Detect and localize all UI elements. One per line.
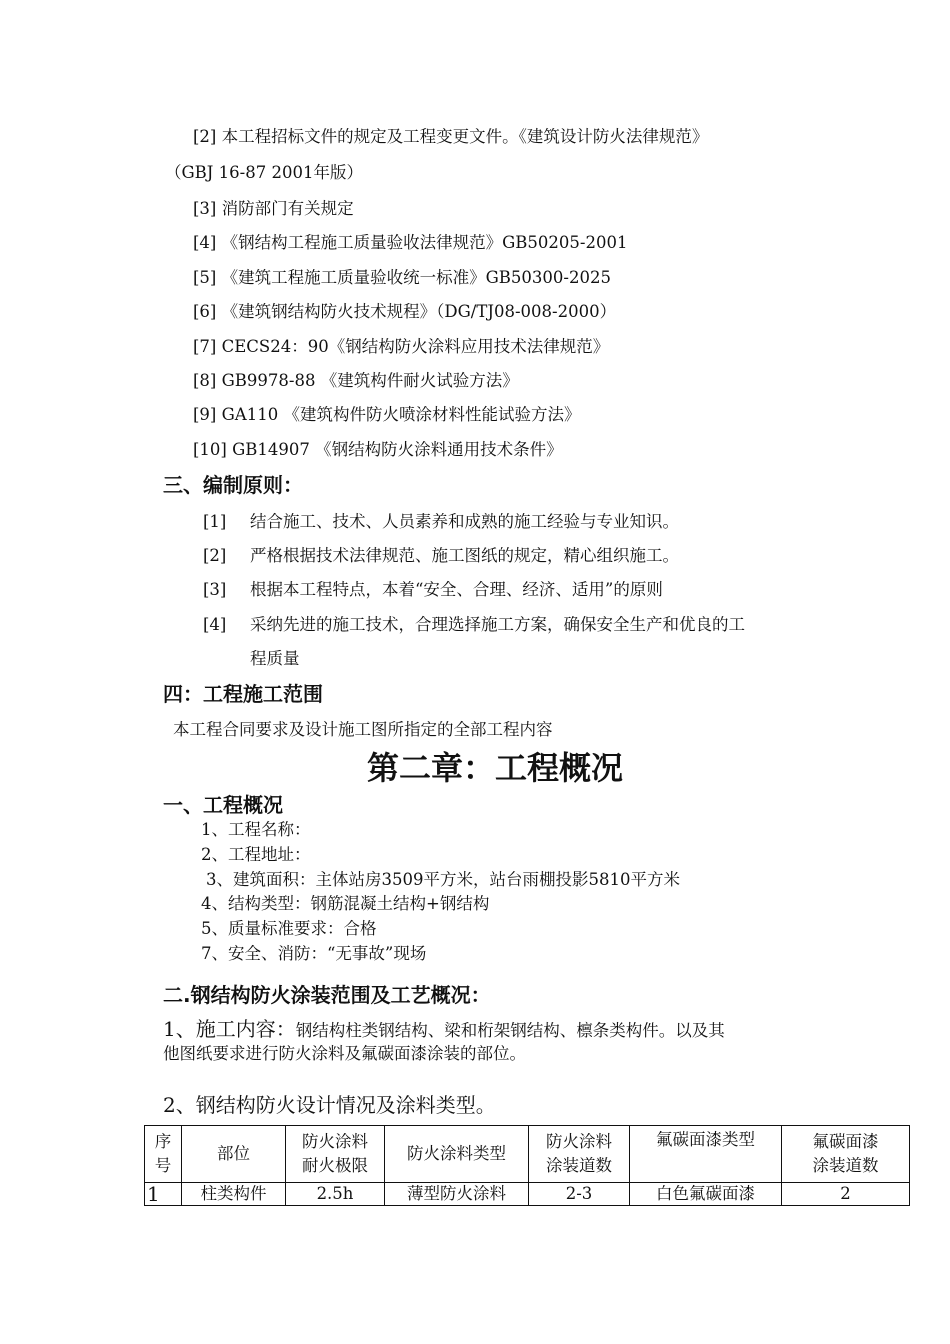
table-row bbox=[145, 1183, 910, 1206]
reference-item: [8] GB9978-88 《建筑构件耐火试验方法》 bbox=[193, 371, 519, 390]
coating-scope-heading: 二.钢结构防火涂装范围及工艺概况： bbox=[163, 983, 491, 1007]
section-heading-scope: 四：工程施工范围 bbox=[163, 682, 323, 706]
header-fire-rating: 防火涂料 耐火极限 bbox=[286, 1126, 385, 1183]
principle-text-cont: 程质量 bbox=[250, 649, 300, 668]
cell-coating-type: 薄型防火涂料 bbox=[385, 1183, 529, 1206]
principle-text: 结合施工、技术、人员素养和成熟的施工经验与专业知识。 bbox=[250, 512, 679, 531]
design-subheading: 2、钢结构防火设计情况及涂料类型。 bbox=[163, 1093, 496, 1117]
overview-item: 7、安全、消防：“无事故”现场 bbox=[201, 944, 427, 963]
construction-content-label: 1、施工内容： bbox=[163, 1017, 296, 1041]
header-part: 部位 bbox=[182, 1126, 286, 1183]
cell-topcoat-type: 白色氟碳面漆 bbox=[630, 1183, 782, 1206]
cell-part: 柱类构件 bbox=[182, 1183, 286, 1206]
reference-item: [6] 《建筑钢结构防火技术规程》（DG/TJ08-008-2000） bbox=[193, 302, 617, 321]
principle-num: [1] bbox=[203, 512, 227, 531]
principle-num: [2] bbox=[203, 546, 227, 565]
overview-item: 5、质量标准要求：合格 bbox=[201, 919, 377, 938]
cell-fire-rating: 2.5h bbox=[286, 1183, 385, 1206]
reference-item: [3] 消防部门有关规定 bbox=[193, 199, 354, 218]
reference-item: [2] 本工程招标文件的规定及工程变更文件。《建筑设计防火法律规范》 bbox=[193, 127, 709, 146]
coating-spec-table bbox=[144, 1125, 910, 1206]
section-heading-principles: 三、编制原则： bbox=[163, 473, 303, 497]
scope-text: 本工程合同要求及设计施工图所指定的全部工程内容 bbox=[173, 720, 553, 739]
table-header-row bbox=[145, 1126, 910, 1183]
chapter-title: 第二章：工程概况 bbox=[366, 749, 623, 787]
overview-item: 2、工程地址： bbox=[201, 845, 311, 864]
overview-item: 3、建筑面积：主体站房3509平方米，站台雨棚投影5810平方米 bbox=[206, 870, 680, 889]
header-seq: 序 号 bbox=[145, 1126, 182, 1183]
reference-item: [4] 《钢结构工程施工质量验收法律规范》GB50205-2001 bbox=[193, 233, 628, 252]
principle-num: [4] bbox=[203, 615, 227, 634]
reference-item: [5] 《建筑工程施工质量验收统一标准》GB50300-2025 bbox=[193, 268, 611, 287]
principle-text: 严格根据技术法律规范、施工图纸的规定，精心组织施工。 bbox=[250, 546, 679, 565]
reference-item: [9] GA110 《建筑构件防火喷涂材料性能试验方法》 bbox=[193, 405, 581, 424]
header-coating-coats: 防火涂料 涂装道数 bbox=[529, 1126, 630, 1183]
overview-heading: 一、工程概况 bbox=[163, 793, 283, 817]
principle-num: [3] bbox=[203, 580, 227, 599]
construction-content bbox=[163, 1018, 725, 1042]
cell-topcoat-coats: 2 bbox=[782, 1183, 910, 1206]
principle-text: 根据本工程特点，本着“安全、合理、经济、适用”的原则 bbox=[250, 580, 663, 599]
construction-content-text: 钢结构柱类钢结构、梁和桁架钢结构、檩条类构件。以及其 bbox=[295, 1021, 725, 1040]
reference-item: [7] CECS24：90《钢结构防火涂料应用技术法律规范》 bbox=[193, 337, 610, 356]
overview-item: 1、工程名称： bbox=[201, 820, 311, 839]
overview-item: 4、结构类型：钢筋混凝土结构+钢结构 bbox=[201, 894, 490, 913]
principle-text: 采纳先进的施工技术，合理选择施工方案，确保安全生产和优良的工 bbox=[250, 615, 745, 634]
cell-coating-coats: 2-3 bbox=[529, 1183, 630, 1206]
reference-item-cont: （GBJ 16-87 2001年版） bbox=[165, 163, 363, 182]
header-coating-type: 防火涂料类型 bbox=[385, 1126, 529, 1183]
reference-item: [10] GB14907 《钢结构防火涂料通用技术条件》 bbox=[193, 440, 563, 459]
construction-content-cont: 他图纸要求进行防火涂料及氟碳面漆涂装的部位。 bbox=[163, 1044, 526, 1063]
cell-seq: 1 bbox=[145, 1183, 182, 1206]
header-topcoat-type: 氟碳面漆类型 bbox=[630, 1126, 782, 1183]
header-topcoat-coats: 氟碳面漆 涂装道数 bbox=[782, 1126, 910, 1183]
